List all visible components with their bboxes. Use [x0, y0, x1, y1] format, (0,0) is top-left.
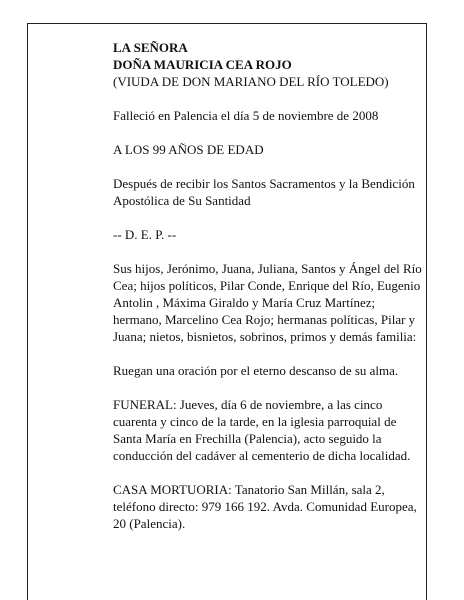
- funeral-paragraph: FUNERAL: Jueves, día 6 de noviembre, a las cinco cuarenta y cinco de la tarde, en la iglesia parroquial de Santa María en Frechilla (Palencia), acto seguido la conducción del cadáver al cementerio de dicha localidad.: [113, 397, 411, 463]
- family-paragraph: Sus hijos, Jerónimo, Juana, Juliana, Santos y Ángel del Río Cea; hijos políticos, Pilar Conde, Enrique del Río, Eugenio Antolin , Máxima Giraldo y María Cruz Martínez; hermano, Marcelino Cea Rojo; hermanas políticas, Pilar y Juana; nietos, bisnietos, sobrinos, primos y demás familia:: [113, 261, 422, 344]
- deceased-name: DOÑA MAURICIA CEA ROJO: [113, 57, 292, 72]
- widow-of-line: (VIUDA DE DON MARIANO DEL RÍO TOLEDO): [113, 74, 389, 89]
- rip-line: -- D. E. P. --: [113, 227, 177, 242]
- sacraments-paragraph: Después de recibir los Santos Sacramentos y la Bendición Apostólica de Su Santidad: [113, 176, 415, 208]
- title-line: LA SEÑORA: [113, 40, 188, 55]
- obituary-text: [113, 39, 423, 549]
- age-line: A LOS 99 AÑOS DE EDAD: [113, 142, 264, 157]
- death-notice: Falleció en Palencia el día 5 de noviembre de 2008: [113, 108, 379, 123]
- mortuary-paragraph: CASA MORTUORIA: Tanatorio San Millán, sala 2, teléfono directo: 979 166 192. Avda. Comunidad Europea, 20 (Palencia).: [113, 482, 417, 531]
- prayer-paragraph: Ruegan una oración por el eterno descanso de su alma.: [113, 363, 399, 378]
- heading-block: [113, 39, 423, 90]
